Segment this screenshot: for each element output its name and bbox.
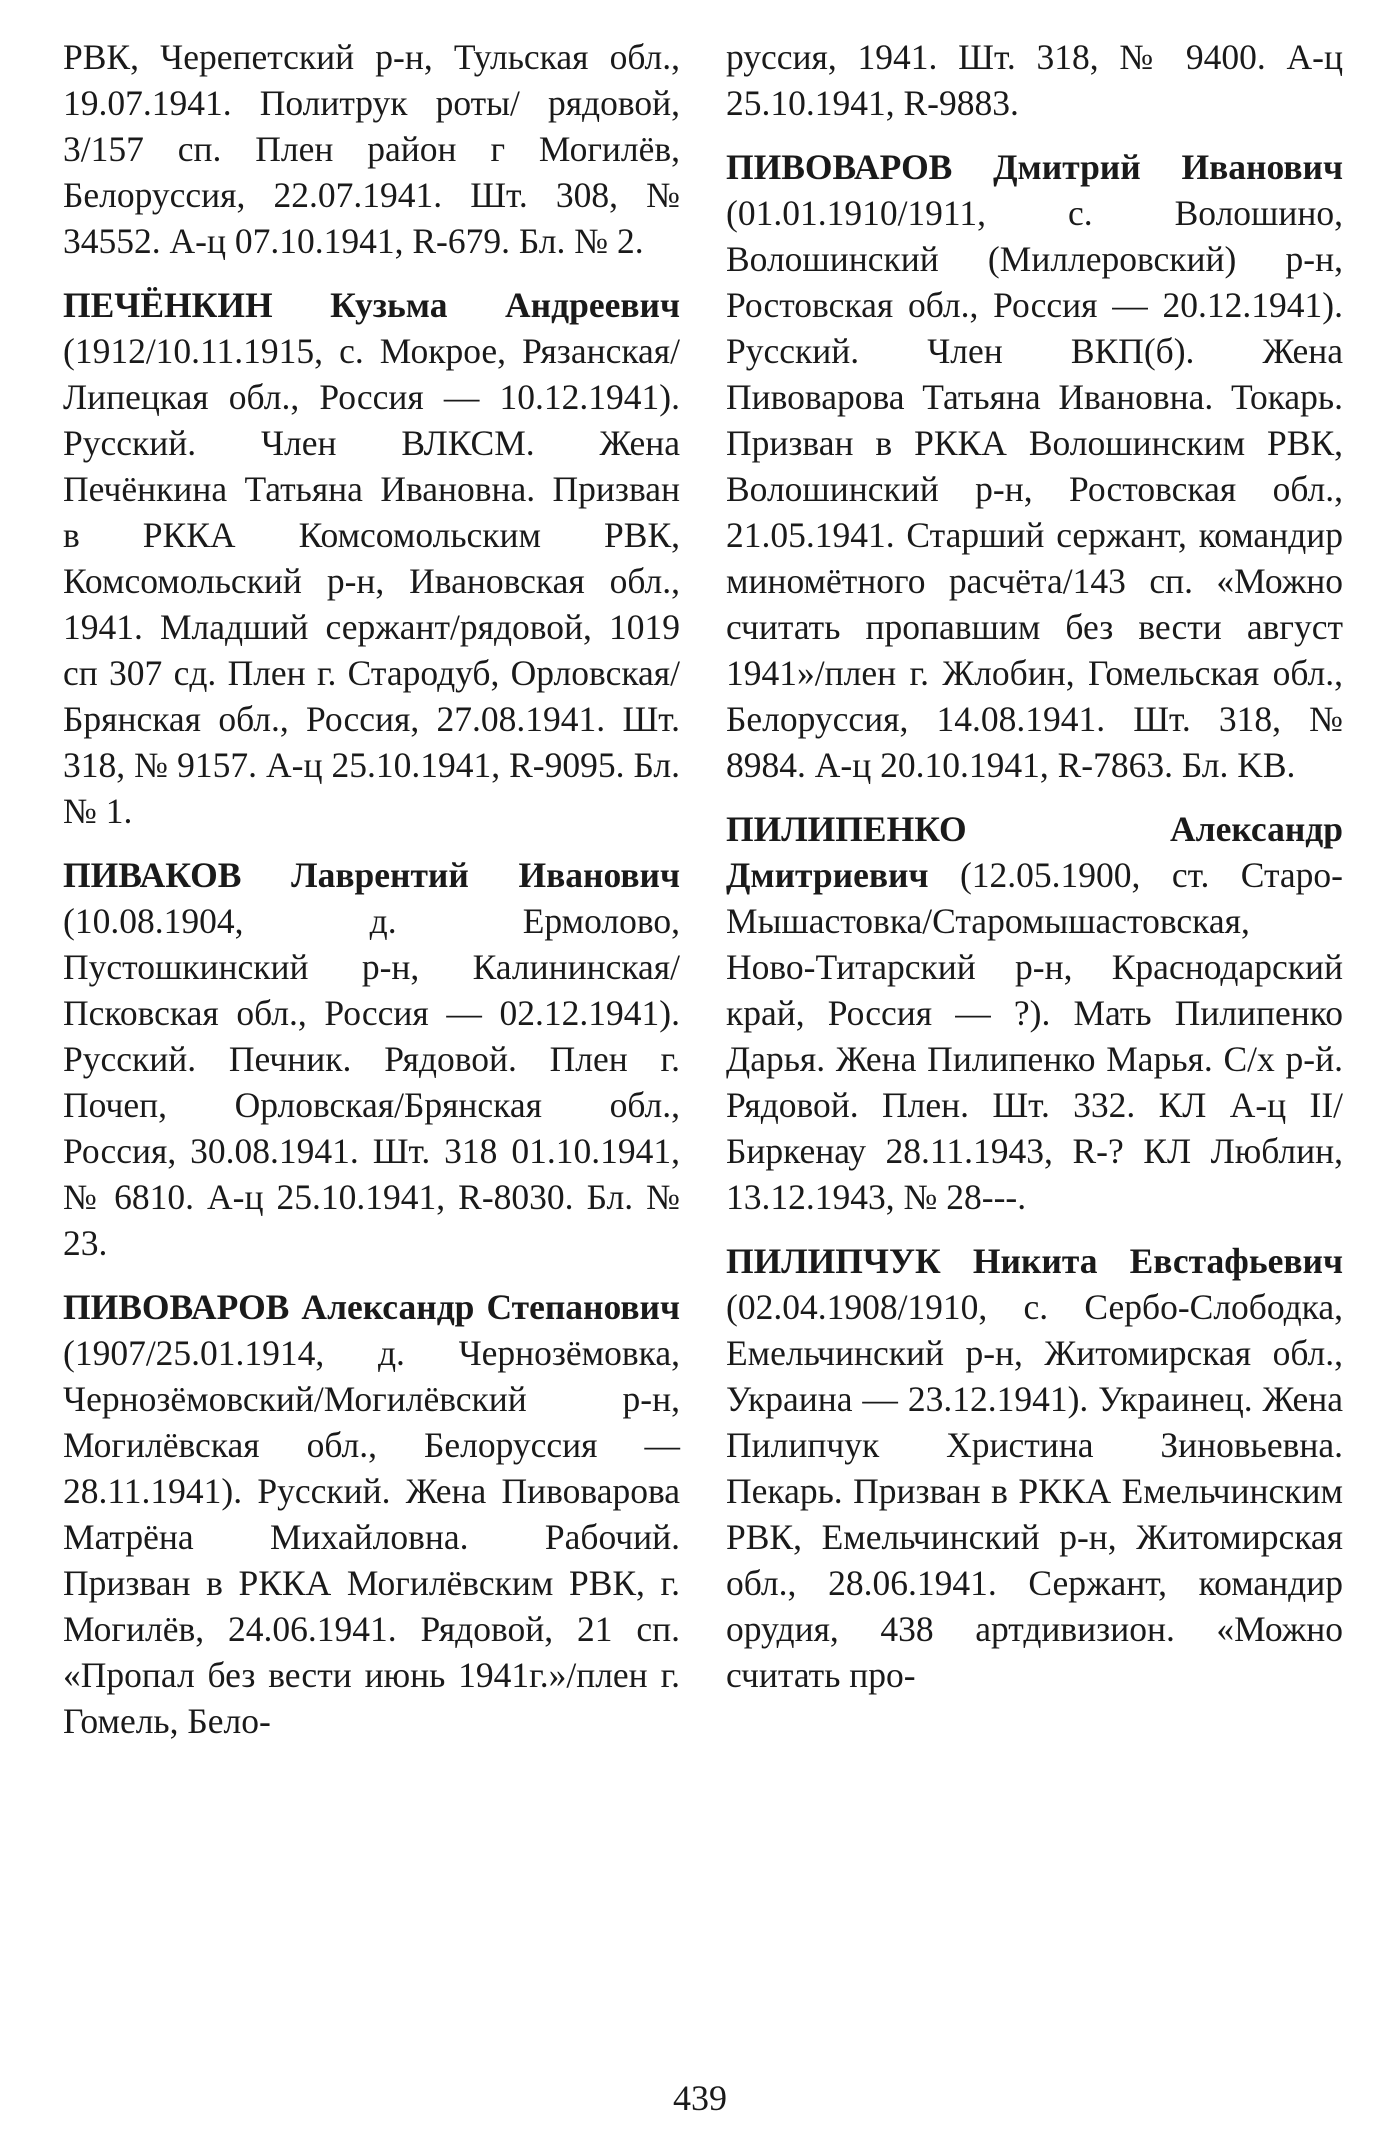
entry-text: руссия, 1941. Шт. 318, № 9400. А-ц 25.10.1941, R-9883. — [726, 37, 1343, 123]
entry-text: (1912/10.11.1915, с. Мокрое, Рязанская/Липецкая обл., Россия — 10.12.1941). Русский. Член ВЛКСМ. Жена Печёнкина Татьяна Ивановна. Призван в РККА Комсомольским РВК, Комсомольский р-н, Ивановская обл., 1941. Младший сержант/рядовой, 1019 сп 307 сд. Плен г. Стародуб, Орловская/Брянская обл., Россия, 27.08.1941. Шт. 318, № 9157. А-ц 25.10.1941, R-9095. Бл. № 1. — [63, 331, 680, 831]
entry-pivovarov-alexandr — [63, 1284, 680, 1744]
entry-name: ПИВОВАРОВ Александр Степанович — [63, 1287, 680, 1327]
entry-pechenkin — [63, 282, 680, 834]
entry-text: (12.05.1900, ст. Старо-Мышастовка/Старомышастовская, Ново-Титарский р-н, Краснодарский край, Россия — ?). Мать Пилипенко Дарья. Жена Пилипенко Марья. С/х р-й. Рядовой. Плен. Шт. 332. КЛ А-ц II/Биркенау 28.11.1943, R-? КЛ Люблин, 13.12.1943, № 28---. — [726, 855, 1343, 1217]
right-column — [726, 34, 1343, 1716]
entry-name: ПИВАКОВ Лаврентий Иванович — [63, 855, 680, 895]
entry-text: (01.01.1910/1911, с. Волошино, Волошинский (Миллеровский) р-н, Ростовская обл., Россия — 20.12.1941). Русский. Член ВКП(б). Жена Пивоварова Татьяна Ивановна. Токарь. Призван в РККА Волошинским РВК, Волошинский р-н, Ростовская обл., 21.05.1941. Старший сержант, командир миномётного расчёта/143 сп. «Можно считать пропавшим без вести август 1941»/плен г. Жлобин, Гомельская обл., Белоруссия, 14.08.1941. Шт. 318, № 8984. А-ц 20.10.1941, R-7863. Бл. KB. — [726, 193, 1343, 785]
entry-pivovarov-dmitry — [726, 144, 1343, 788]
entry-text: РВК, Черепетский р-н, Тульская обл., 19.07.1941. Политрук роты/ рядовой, 3/157 сп. Плен район г Могилёв, Белоруссия, 22.07.1941. Шт. 308, № 34552. А-ц 07.10.1941, R-679. Бл. № 2. — [63, 37, 680, 261]
page-number: 439 — [673, 2078, 727, 2118]
entry-name: ПИЛИПЧУК Никита Евстафьевич — [726, 1241, 1343, 1281]
entry-name: ПИВОВАРОВ Дмитрий Иванович — [726, 147, 1343, 187]
entry-continuation — [726, 34, 1343, 126]
entry-pilipchuk — [726, 1238, 1343, 1698]
entry-continuation — [63, 34, 680, 264]
entry-text: (10.08.1904, д. Ермолово, Пустошкинский р-н, Калининская/Псковская обл., Россия — 02.12.1941). Русский. Печник. Рядовой. Плен г. Почеп, Орловская/Брянская обл., Россия, 30.08.1941. Шт. 318 01.10.1941, № 6810. А-ц 25.10.1941, R-8030. Бл. № 23. — [63, 901, 680, 1263]
entry-name: ПЕЧЁНКИН Кузьма Андреевич — [63, 285, 680, 325]
entry-text: (1907/25.01.1914, д. Чернозёмовка, Чернозёмовский/Могилёвский р-н, Могилёвская обл., Белоруссия — 28.11.1941). Русский. Жена Пивоварова Матрёна Михайловна. Рабочий. Призван в РККА Могилёвским РВК, г. Могилёв, 24.06.1941. Рядовой, 21 сп. «Пропал без вести июнь 1941г.»/плен г. Гомель, Бело- — [63, 1333, 680, 1741]
entry-pivakov — [63, 852, 680, 1266]
entry-pilipenko — [726, 806, 1343, 1220]
entry-text: (02.04.1908/1910, с. Сербо-Слободка, Емельчинский р-н, Житомирская обл., Украина — 23.12.1941). Украинец. Жена Пилипчук Христина Зиновьевна. Пекарь. Призван в РККА Емельчинским РВК, Емельчинский р-н, Житомирская обл., 28.06.1941. Сержант, командир орудия, 438 артдивизион. «Можно считать про- — [726, 1287, 1343, 1695]
left-column — [63, 34, 680, 1762]
entry-name: ПИЛИПЕНКО Александр Дмитриевич — [726, 809, 1343, 895]
